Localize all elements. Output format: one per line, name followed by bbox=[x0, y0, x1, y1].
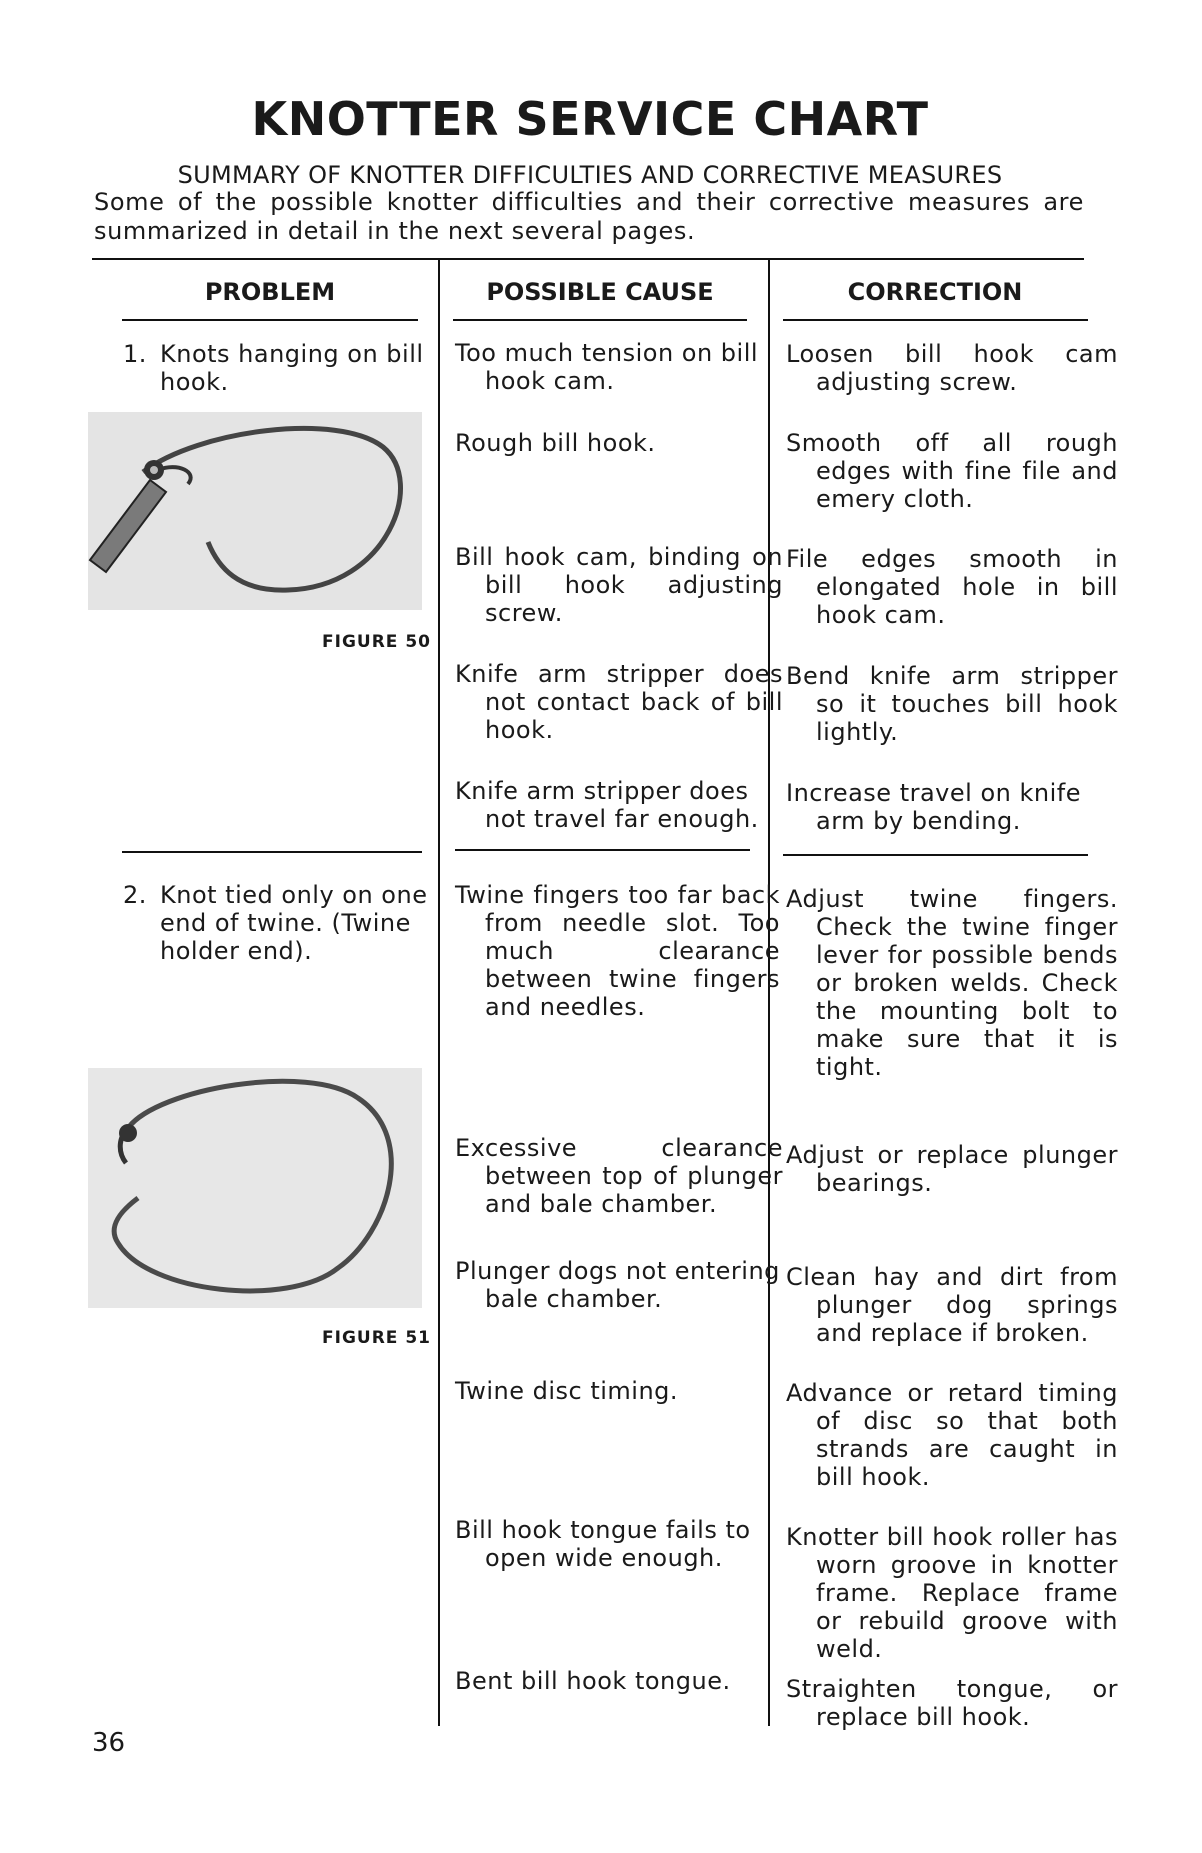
problem-1-text: Knots hanging on bill hook. bbox=[160, 340, 424, 396]
correction-9: Advance or retard timing of disc so that both strands are caught in bill hook. bbox=[786, 1379, 1118, 1491]
problem-1 bbox=[123, 340, 460, 396]
correction-2: Smooth off all rough edges with fine file and emery cloth. bbox=[786, 429, 1118, 513]
column-divider-1 bbox=[438, 260, 440, 1726]
cause-divider bbox=[455, 849, 750, 851]
figure-51-label: FIGURE 51 bbox=[322, 1328, 431, 1348]
correction-4: Bend knife arm stripper so it touches bill hook lightly. bbox=[786, 662, 1118, 746]
cause-4: Knife arm stripper does not contact back of bill hook. bbox=[455, 660, 783, 744]
header-cause: POSSIBLE CAUSE bbox=[486, 278, 714, 306]
problem-2 bbox=[123, 881, 460, 965]
header-underline-cause bbox=[453, 319, 747, 321]
problem-1-number: 1. bbox=[123, 340, 147, 368]
correction-3: File edges smooth in elongated hole in bill hook cam. bbox=[786, 545, 1118, 629]
cause-9: Twine disc timing. bbox=[455, 1377, 679, 1405]
correction-7: Adjust or replace plunger bearings. bbox=[786, 1141, 1118, 1197]
page-subtitle: SUMMARY OF KNOTTER DIFFICULTIES AND CORRECTIVE MEASURES bbox=[177, 161, 1003, 189]
table-top-rule bbox=[92, 258, 1084, 260]
cause-1: Too much tension on bill hook cam. bbox=[455, 339, 759, 395]
correction-10: Knotter bill hook roller has worn groove in knotter frame. Replace frame or rebuild groove with weld. bbox=[786, 1523, 1118, 1663]
header-underline-problem bbox=[122, 319, 418, 321]
figure-50-image bbox=[88, 412, 422, 610]
problem-2-text: Knot tied only on one end of twine. (Twine holder end). bbox=[160, 881, 428, 965]
figure-50-label: FIGURE 50 bbox=[322, 632, 431, 652]
cause-3: Bill hook cam, binding on bill hook adjusting screw. bbox=[455, 543, 783, 627]
correction-6: Adjust twine fingers. Check the twine finger lever for possible bends or broken welds. Check the mounting bolt to make sure that it is tight. bbox=[786, 885, 1118, 1081]
correction-5: Increase travel on knife arm by bending. bbox=[786, 779, 1081, 835]
cause-2: Rough bill hook. bbox=[455, 429, 656, 457]
page-title: KNOTTER SERVICE CHART bbox=[251, 92, 929, 146]
problem-divider bbox=[122, 851, 422, 853]
cause-11: Bent bill hook tongue. bbox=[455, 1667, 731, 1695]
correction-1: Loosen bill hook cam adjusting screw. bbox=[786, 340, 1118, 396]
correction-11: Straighten tongue, or replace bill hook. bbox=[786, 1675, 1118, 1731]
cause-8: Plunger dogs not entering bale chamber. bbox=[455, 1257, 780, 1313]
correction-divider bbox=[783, 854, 1088, 856]
header-problem: PROBLEM bbox=[204, 278, 336, 306]
intro-paragraph: Some of the possible knotter difficulties and their corrective measures are summarized in detail in the next several pages. bbox=[94, 188, 1084, 245]
header-correction: CORRECTION bbox=[847, 278, 1023, 306]
correction-8: Clean hay and dirt from plunger dog springs and replace if broken. bbox=[786, 1263, 1118, 1347]
page-number: 36 bbox=[92, 1728, 126, 1758]
cause-7: Excessive clearance between top of plunger and bale chamber. bbox=[455, 1134, 783, 1218]
figure-51-image bbox=[88, 1068, 422, 1308]
cause-5: Knife arm stripper does not travel far enough. bbox=[455, 777, 759, 833]
cause-10: Bill hook tongue fails to open wide enough. bbox=[455, 1516, 751, 1572]
header-underline-correction bbox=[783, 319, 1088, 321]
problem-2-number: 2. bbox=[123, 881, 147, 909]
cause-6: Twine fingers too far back from needle slot. Too much clearance between twine fingers and needles. bbox=[455, 881, 780, 1021]
